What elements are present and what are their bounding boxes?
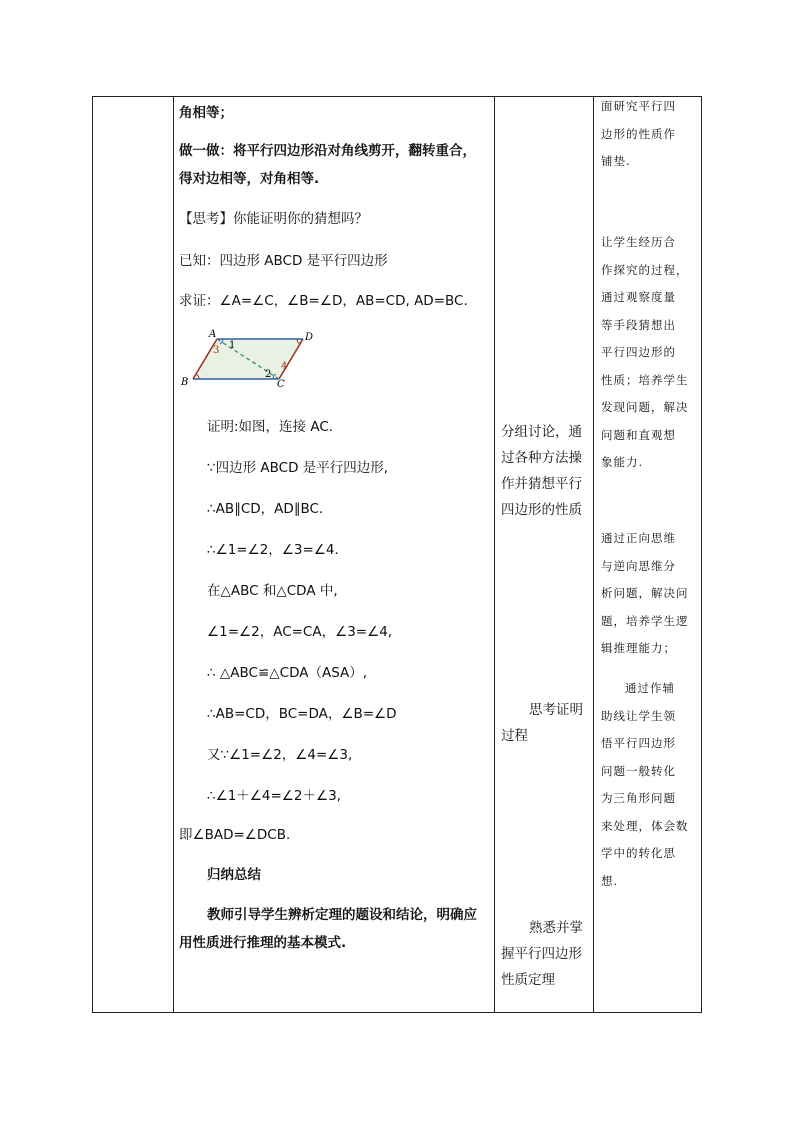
intent-line: 与逆向思维分 bbox=[601, 558, 676, 573]
intent-line: 学中的转化思 bbox=[601, 846, 676, 860]
intent-line: 性质；培养学生 bbox=[601, 372, 689, 387]
proof-line-1: 证明:如图，连接 AC． bbox=[207, 419, 343, 435]
proof-line-3: ∴AB∥CD，AD∥BC． bbox=[207, 501, 333, 517]
text-try-result: 得对边相等，对角相等. bbox=[179, 171, 320, 187]
text-angle-equal: 角相等； bbox=[179, 105, 233, 121]
intent-line: 铺垫. bbox=[601, 154, 631, 168]
parallelogram-figure bbox=[179, 329, 329, 393]
activity-line: 握平行四边形 bbox=[501, 946, 582, 962]
activity-line: 性质定理 bbox=[501, 972, 555, 988]
intent-line: 面研究平行四 bbox=[601, 99, 676, 113]
design-intent-block-4 bbox=[601, 675, 693, 895]
parallelogram-svg bbox=[179, 329, 329, 389]
vertex-d-label: D bbox=[305, 332, 314, 343]
student-activity-block-1 bbox=[501, 419, 589, 523]
intent-line: 问题一般转化 bbox=[601, 763, 676, 778]
student-activity-block-2 bbox=[501, 697, 589, 723]
text-try-activity: 做一做：将平行四边形沿对角线剪开，翻转重合， bbox=[179, 143, 476, 159]
intent-line: 通过正向思维 bbox=[601, 531, 676, 545]
intent-line: 来处理，体会数 bbox=[601, 818, 689, 833]
column-divider-3 bbox=[593, 97, 594, 1012]
intent-line: 题，培养学生逻 bbox=[601, 613, 689, 628]
proof-line-6: ∠1=∠2，AC=CA，∠3=∠4, bbox=[207, 624, 393, 640]
proof-line-2: ∵四边形 ABCD 是平行四边形, bbox=[207, 460, 389, 476]
intent-line: 为三角形问题 bbox=[601, 791, 676, 805]
activity-line: 作并猜想平行 bbox=[501, 476, 582, 492]
summary-line-2: 用性质进行推理的基本模式. bbox=[179, 935, 347, 951]
student-activity-block-3 bbox=[501, 915, 589, 941]
vertex-b-label: B bbox=[181, 377, 189, 388]
intent-line: 让学生经历合 bbox=[601, 235, 676, 249]
intent-line: 平行四边形的 bbox=[601, 345, 676, 359]
activity-line: 熟悉并掌 bbox=[529, 920, 583, 936]
design-intent-block-3 bbox=[601, 525, 693, 663]
activity-line: 分组讨论，通 bbox=[501, 424, 582, 440]
angle-4-label: 4 bbox=[281, 361, 288, 372]
intent-line: 通过作辅 bbox=[625, 681, 675, 695]
activity-line: 过各种方法操 bbox=[501, 450, 582, 466]
student-activity-block-3b bbox=[501, 941, 589, 993]
lesson-table bbox=[92, 96, 702, 1013]
intent-line: 想. bbox=[601, 873, 619, 888]
proof-line-8: ∴AB=CD，BC=DA，∠B=∠D bbox=[207, 706, 397, 722]
intent-line: 问题和直观想 bbox=[601, 427, 676, 442]
activity-line: 过程 bbox=[501, 728, 528, 744]
angle-1-label: 1 bbox=[229, 340, 236, 351]
text-think: 【思考】你能证明你的猜想吗？ bbox=[179, 211, 368, 227]
design-intent-block-1 bbox=[601, 93, 693, 176]
intent-line: 边形的性质作 bbox=[601, 126, 676, 141]
intent-line: 析问题，解决问 bbox=[601, 586, 689, 600]
summary-line-1: 教师引导学生辨析定理的题设和结论，明确应 bbox=[207, 907, 477, 923]
proof-line-7: ∴ △ABC≌△CDA（ASA）, bbox=[207, 665, 368, 681]
column-divider-2 bbox=[494, 97, 495, 1012]
proof-line-4: ∴∠1=∠2，∠3=∠4． bbox=[207, 542, 348, 558]
vertex-c-label: C bbox=[277, 379, 285, 389]
summary-title: 归纳总结 bbox=[207, 867, 261, 883]
angle-2-label: 2 bbox=[265, 369, 272, 380]
text-given: 已知：四边形 ABCD 是平行四边形 bbox=[179, 253, 388, 269]
intent-line: 悟平行四边形 bbox=[601, 736, 676, 750]
proof-conclusion: 即∠BAD=∠DCB. bbox=[179, 827, 291, 843]
angle-3-label: 3 bbox=[213, 345, 220, 356]
vertex-a-label: A bbox=[209, 329, 217, 340]
activity-line: 四边形的性质 bbox=[501, 502, 582, 518]
intent-line: 象能力. bbox=[601, 455, 644, 469]
student-activity-block-2b bbox=[501, 723, 589, 749]
proof-line-9: 又∵∠1=∠2，∠4=∠3, bbox=[207, 747, 353, 763]
text-prove: 求证：∠A=∠C，∠B=∠D，AB=CD, AD=BC. bbox=[179, 293, 468, 309]
intent-line: 等手段猜想出 bbox=[601, 317, 676, 332]
intent-line: 通过观察度量 bbox=[601, 290, 676, 304]
design-intent-block-2 bbox=[601, 229, 693, 477]
intent-line: 辑推理能力； bbox=[601, 641, 676, 655]
proof-line-5: 在△ABC 和△CDA 中, bbox=[207, 583, 338, 599]
column-divider-1 bbox=[173, 97, 174, 1012]
activity-line: 思考证明 bbox=[529, 702, 583, 718]
intent-line: 发现问题，解决 bbox=[601, 400, 689, 414]
intent-line: 作探究的过程， bbox=[601, 262, 689, 277]
intent-line: 助线让学生领 bbox=[601, 708, 676, 723]
proof-line-10: ∴∠1＋∠4=∠2＋∠3, bbox=[207, 788, 341, 804]
